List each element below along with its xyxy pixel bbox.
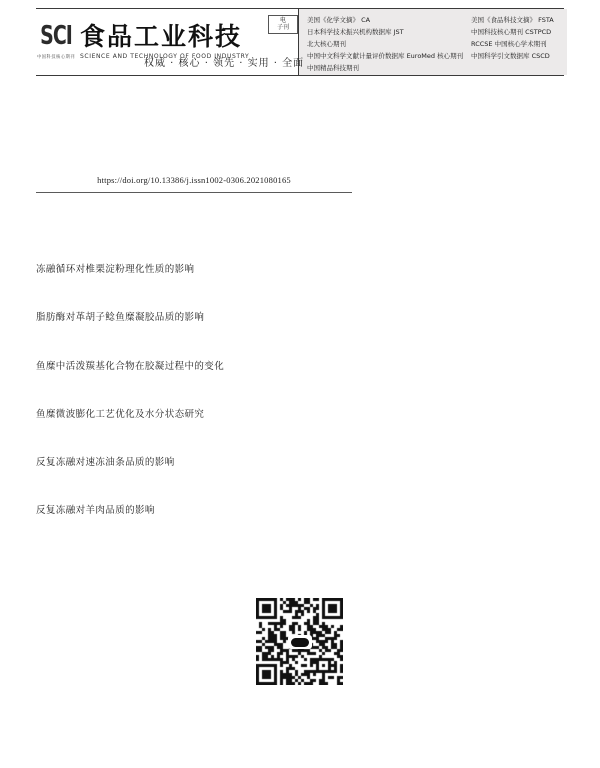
journal-title-cn: 食品工业科技 [80,21,243,51]
article-list [36,263,456,553]
indexing-databases [298,9,567,75]
list-item[interactable]: 冻融循环对椎栗淀粉理化性质的影响 [36,264,195,275]
list-item[interactable]: 鱼糜中活泼羰基化合物在胶凝过程中的变化 [36,360,225,372]
logo-subtitle: 中国科技核心期刊 [37,53,75,59]
journal-slogan: 权威 · 核心 · 领先 · 实用 · 全面 [144,58,305,69]
list-item[interactable]: 脂肪酶对革胡子鲶鱼糜凝胶品质的影响 [36,312,205,324]
journal-masthead [36,8,564,76]
indexing-entry: 日本科学技术振兴机构数据库 JST [307,28,404,37]
indexing-entry: 美国《食品科技文摘》 FSTA [471,16,554,24]
indexing-entry: 美国《化学文摘》 CA [307,16,371,24]
list-item[interactable]: 鱼糜微波膨化工艺优化及水分状态研究 [36,408,205,420]
qr-center-logo [288,635,312,649]
qr-center-logo-mark [291,638,309,647]
badge-line-1: 电 [279,17,286,24]
indexing-column-right [463,9,567,75]
electronic-edition-badge [268,15,298,34]
indexing-entry: 中国科学引文数据库 CSCD [471,52,550,61]
indexing-entry: 中国中文科学文献计量评价数据库 EuroMed 核心期刊 [307,52,464,61]
indexing-entry: 中国科技核心期刊 CSTPCD [471,28,552,37]
doi-block [36,175,352,193]
list-item[interactable]: 反复冻融对速冻油条品质的影响 [36,457,175,469]
doi-link[interactable]: https://doi.org/10.13386/j.issn1002-0306.2021080165 [97,175,291,185]
journal-logo [36,9,76,75]
badge-line-2: 子刊 [276,23,289,31]
qr-code[interactable] [256,598,344,686]
indexing-entry: 北大核心期刊 [307,40,346,49]
doi-divider [36,192,352,193]
indexing-entry: RCCSE 中国核心学术期刊 [471,40,547,49]
indexing-column-left [299,9,463,75]
indexing-entry: 中国精品科技期刊 [307,64,359,73]
journal-title-en: SCIENCE AND TECHNOLOGY OF FOOD INDUSTRY [80,53,250,61]
logo-mark: SCI [40,20,72,51]
list-item[interactable]: 反复冻融对羊肉品质的影响 [36,505,155,517]
